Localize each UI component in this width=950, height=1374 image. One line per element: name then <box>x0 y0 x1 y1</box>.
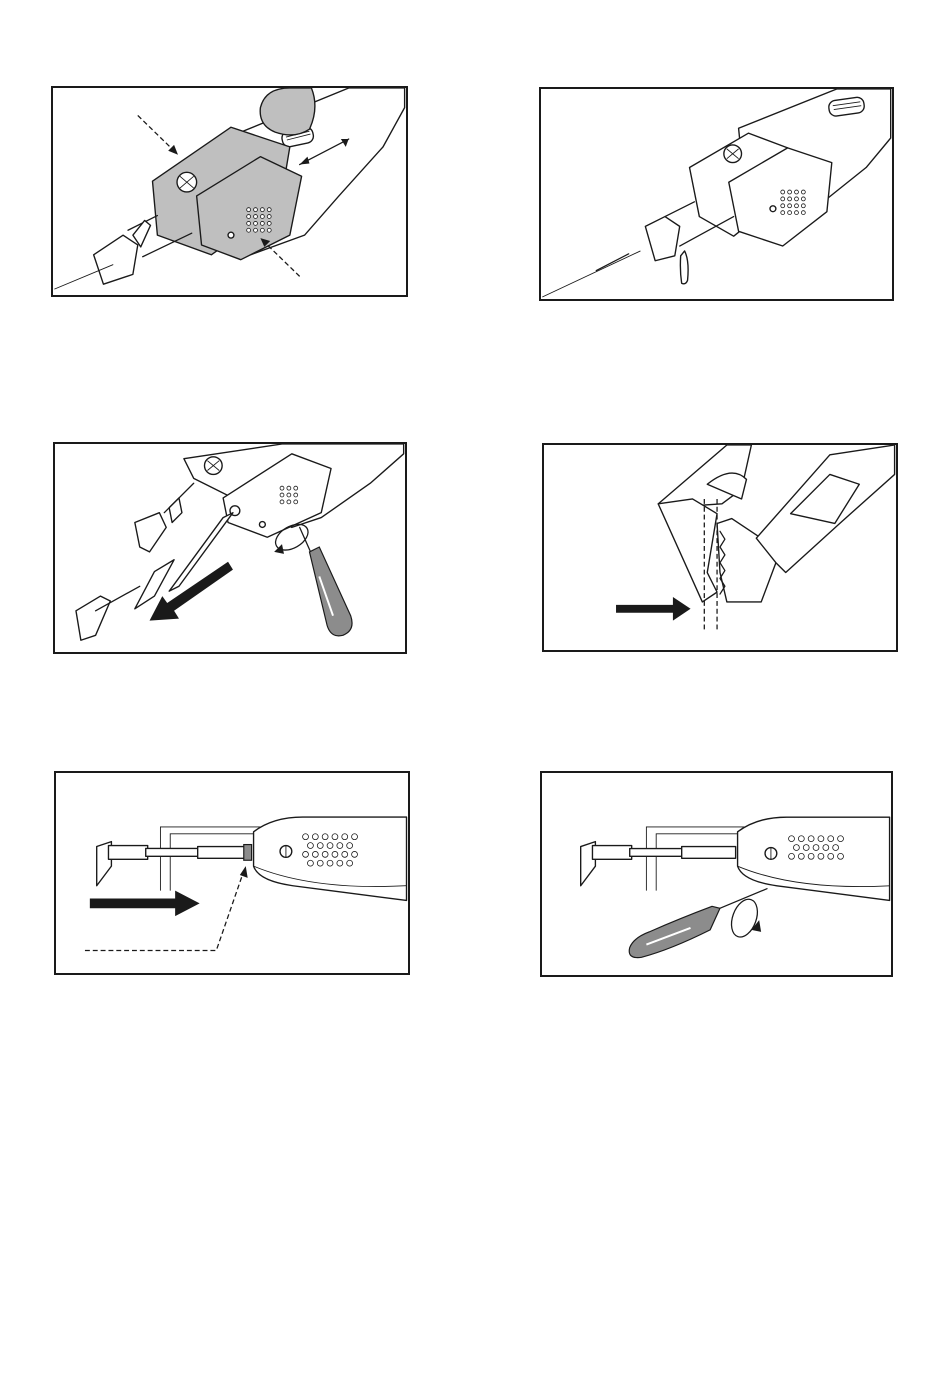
callout-line-icon <box>85 866 248 950</box>
figure-5 <box>54 771 410 975</box>
probe-fix-icon <box>542 773 891 975</box>
rotate-arrow-icon <box>727 896 763 941</box>
probe-insert-icon <box>56 773 408 973</box>
push-arrow-icon <box>90 891 200 916</box>
figure-6 <box>540 771 893 977</box>
figure-3 <box>53 442 407 654</box>
tester-head-icon <box>53 88 406 295</box>
figure-1 <box>51 86 408 297</box>
jaw-closeup-icon <box>544 445 896 650</box>
tester-head-icon <box>541 89 892 299</box>
figure-4 <box>542 443 898 652</box>
probe-removal-icon <box>55 444 405 652</box>
screwdriver-icon <box>300 527 352 635</box>
push-arrow-icon <box>616 597 691 621</box>
figure-2 <box>539 87 894 301</box>
